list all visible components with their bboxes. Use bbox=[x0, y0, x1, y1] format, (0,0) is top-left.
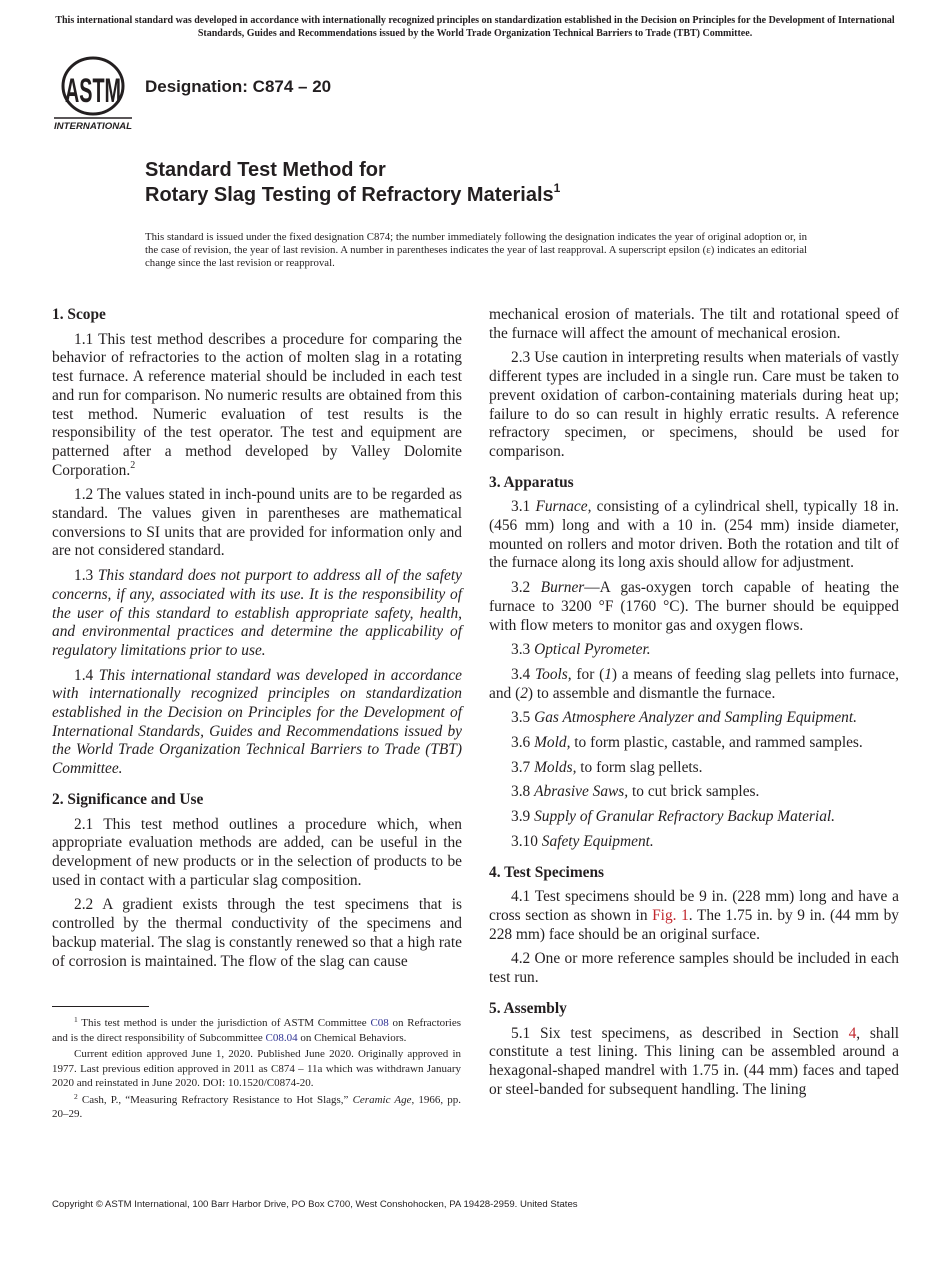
text-run: Supply of Granular Refractory Backup Material. bbox=[534, 808, 836, 826]
text-run: 1 bbox=[604, 665, 612, 683]
designation: Designation: C874 – 20 bbox=[145, 77, 332, 96]
astm-logo bbox=[52, 56, 134, 132]
text-run: 1.1 This test method describes a procedure for comparing the behavior of refractories to the action of molten slag in a rotating test furnace. A reference material should be included in each test and run for comparison. No numeric results are obtained from this test method. Numeric evaluation of test results is the responsibility of the test operator. The test and equipment are patterned after a method developed by Valley Dolomite Corporation. bbox=[52, 330, 462, 479]
text-run: . The 1.75 in. by 9 in. (44 mm by 228 mm) face should be an original surface. bbox=[489, 906, 899, 943]
text-run: mechanical erosion of materials. The tilt and rotational speed of the furnace will affect the amount of mechanical erosion. bbox=[489, 306, 899, 342]
paragraph bbox=[489, 498, 899, 573]
paragraph bbox=[52, 567, 462, 661]
text-run: 4.1 Test specimens should be 9 in. (228 mm) long and have a cross section as shown in bbox=[489, 888, 899, 924]
cross-reference-link[interactable]: C08.04 bbox=[265, 1031, 298, 1044]
text-run: for ( bbox=[571, 665, 605, 683]
paragraph bbox=[489, 950, 899, 987]
text-run: 1.4 bbox=[74, 666, 99, 684]
footnote bbox=[52, 1093, 461, 1122]
text-run: 3.5 bbox=[511, 709, 535, 727]
paragraph bbox=[489, 783, 899, 802]
text-run: consisting of a cylindrical shell, typically 18 in. (456 mm) long and with a 10 in. (254 mm) inside diameter, mounted on rollers and motor driven. Both the rotation and tilt of the furnace along its long axis should allow for adjustment. bbox=[489, 498, 899, 572]
text-run: 3.8 bbox=[511, 783, 535, 801]
paragraph bbox=[52, 816, 462, 891]
title-text: Rotary Slag Testing of Refractory Materials bbox=[145, 184, 554, 206]
section-heading: 5. Assembly bbox=[489, 999, 567, 1017]
text-run: to cut brick samples. bbox=[628, 783, 760, 801]
paragraph bbox=[489, 349, 899, 461]
footnote-mark: 2 bbox=[74, 1091, 78, 1101]
text-run: on Refractories and is the direct responsibility of Subcommittee bbox=[52, 1017, 462, 1044]
text-run: 3.6 bbox=[511, 734, 535, 752]
text-run: Mold, bbox=[534, 734, 571, 752]
text-run: This standard does not purport to address all of the safety concerns, if any, associated with its use. It is the responsibility of the user of this standard to establish appropriate safety, health, and environmental practices and determine the applicability of regulatory limitations prior to use. bbox=[52, 567, 462, 659]
paragraph bbox=[489, 579, 899, 635]
text-run: , 1966, pp. 20–29. bbox=[52, 1093, 462, 1120]
footnote bbox=[52, 1016, 461, 1045]
paragraph bbox=[489, 641, 899, 660]
text-run: 1.3 bbox=[74, 567, 98, 585]
svg-text:INTERNATIONAL: INTERNATIONAL bbox=[54, 121, 132, 131]
paragraph bbox=[489, 808, 899, 827]
text-run: This test method is under the jurisdiction of ASTM Committee bbox=[77, 1017, 371, 1029]
text-run: Current edition approved June 1, 2020. Published June 2020. Originally approved in 1977. Last previous edition approved in 2011 as C874 – 11a which was withdrawn January 2020 and reinstated in June 2020. DOI: 10.1520/C0874-20. bbox=[52, 1048, 461, 1089]
section-heading: 4. Test Specimens bbox=[489, 863, 605, 881]
footnotes bbox=[52, 1016, 461, 1124]
text-run: Safety Equipment. bbox=[541, 832, 654, 850]
paragraph bbox=[52, 896, 462, 971]
text-run: 1.2 The values stated in inch-pound units are to be regarded as standard. The values given in parentheses are mathematical conversions to SI units that are provided for information only and are not considered standard. bbox=[52, 486, 462, 560]
paragraph bbox=[489, 709, 899, 728]
text-run: 3.3 bbox=[511, 641, 535, 659]
text-run: This international standard was developed in accordance with internationally recognized principles on standardization established in the Decision on Principles for the Development of International Standards, Guides and Recommendations issued by the World Trade Organization Technical Barriers to Trade (TBT) Committee. bbox=[52, 666, 462, 778]
text-run: 2.1 This test method outlines a procedure which, when appropriate evaluation methods are added, can be useful in the development of new products or in the selection of products to be used in contact with a particular slag composition. bbox=[52, 815, 462, 889]
document-title bbox=[145, 158, 560, 208]
text-run: 3.4 bbox=[511, 665, 535, 683]
right-column bbox=[489, 306, 899, 1105]
paragraph bbox=[489, 1025, 899, 1100]
paragraph bbox=[52, 667, 462, 779]
text-run: Tools, bbox=[534, 665, 572, 683]
section-heading: 2. Significance and Use bbox=[52, 790, 204, 808]
text-run: 3.2 bbox=[511, 579, 541, 597]
text-run: 2.3 Use caution in interpreting results when materials of vastly different types are included in a single run. Care must be taken to prevent oxidation of carbon-containing materials during heat up; failure to do so can result in highly erratic results. A reference refractory specimen, or specimens, should be used for comparison. bbox=[489, 349, 899, 460]
paragraph bbox=[489, 833, 899, 852]
text-run: Ceramic Age bbox=[352, 1093, 412, 1106]
footnote-mark: 1 bbox=[74, 1015, 78, 1024]
cross-reference-link[interactable]: C08 bbox=[370, 1017, 389, 1029]
text-run: 3.9 bbox=[511, 808, 535, 826]
left-column bbox=[52, 306, 462, 977]
footnote-divider bbox=[52, 1006, 149, 1007]
text-run: 3.7 bbox=[511, 758, 535, 776]
title-line-1: Standard Test Method for bbox=[145, 159, 386, 181]
section-heading: 3. Apparatus bbox=[489, 473, 574, 491]
footnote bbox=[52, 1047, 461, 1091]
text-run: Molds, bbox=[534, 758, 577, 776]
standard-abstract: This standard is issued under the fixed designation C874; the number immediately following the designation indicates the year of original adoption or, in the case of revision, the year of last revision. A number in parentheses indicates the year of last reapproval. A superscript epsilon (ε) indicates an editorial change since the last revision or reapproval. bbox=[145, 231, 807, 269]
svg-text:ASTM: ASTM bbox=[65, 72, 121, 110]
paragraph bbox=[489, 666, 899, 703]
text-run: ) to assemble and dismantle the furnace. bbox=[527, 684, 776, 702]
copyright: Copyright © ASTM International, 100 Barr Harbor Drive, PO Box C700, West Conshohocken, PA 19428-2959. United States bbox=[52, 1199, 578, 1210]
paragraph bbox=[52, 486, 462, 561]
text-run: Optical Pyrometer. bbox=[534, 641, 651, 659]
tbt-notice: This international standard was developed in accordance with internationally recognized principles on standardization established in the Decision on Principles for the Development of International Standards, Guides and Recommendations issued by the World Trade Organization Technical Barriers to Trade (TBT) Committee. bbox=[55, 15, 895, 39]
section-heading: 1. Scope bbox=[52, 306, 106, 323]
text-run: 2.2 A gradient exists through the test specimens that is controlled by the thermal conductivity of the specimens and backup material. The slag is constantly renewed so that a high rate of corrosion is maintained. The flow of the slag can cause bbox=[52, 896, 462, 970]
text-run: 4.2 One or more reference samples should be included in each test run. bbox=[489, 950, 899, 987]
text-run: to form plastic, castable, and rammed samples. bbox=[570, 734, 863, 752]
text-run: 3.10 bbox=[511, 832, 542, 850]
text-run: Burner bbox=[540, 579, 585, 597]
paragraph bbox=[489, 306, 899, 343]
text-run: Furnace, bbox=[535, 498, 592, 516]
paragraph bbox=[52, 331, 462, 481]
text-run: Abrasive Saws, bbox=[534, 783, 629, 801]
text-run: to form slag pellets. bbox=[576, 758, 703, 776]
text-run: 3.1 bbox=[511, 498, 536, 516]
text-run: 5.1 Six test specimens, as described in Section bbox=[511, 1024, 849, 1042]
text-run: Gas Atmosphere Analyzer and Sampling Equipment. bbox=[534, 709, 857, 727]
text-run: ) a means of feeding slag pellets into furnace, and ( bbox=[489, 665, 899, 702]
cross-reference-link[interactable]: Fig. 1 bbox=[652, 906, 689, 924]
text-run: on Chemical Behaviors. bbox=[297, 1031, 407, 1044]
footnote-mark: 2 bbox=[130, 459, 136, 471]
paragraph bbox=[489, 888, 899, 944]
title-line-2 bbox=[145, 183, 560, 208]
text-run: , shall constitute a test lining. This lining can be assembled around a hexagonal-shaped mandrel with 1.75 in. (44 mm) faces and taped or steel-banded for subsequent handling. The lining bbox=[489, 1024, 899, 1098]
title-footnote-mark: 1 bbox=[553, 181, 561, 195]
paragraph bbox=[489, 734, 899, 753]
paragraph bbox=[489, 759, 899, 778]
text-run: 2 bbox=[520, 684, 528, 702]
text-run: Cash, P., “Measuring Refractory Resistance to Hot Slags,” bbox=[77, 1093, 353, 1106]
cross-reference-link[interactable]: 4 bbox=[848, 1024, 857, 1042]
text-run: —A gas-oxygen torch capable of heating the furnace to 3200 °F (1760 °C). The burner should be equipped with flow meters to monitor gas and oxygen flows. bbox=[489, 579, 899, 634]
